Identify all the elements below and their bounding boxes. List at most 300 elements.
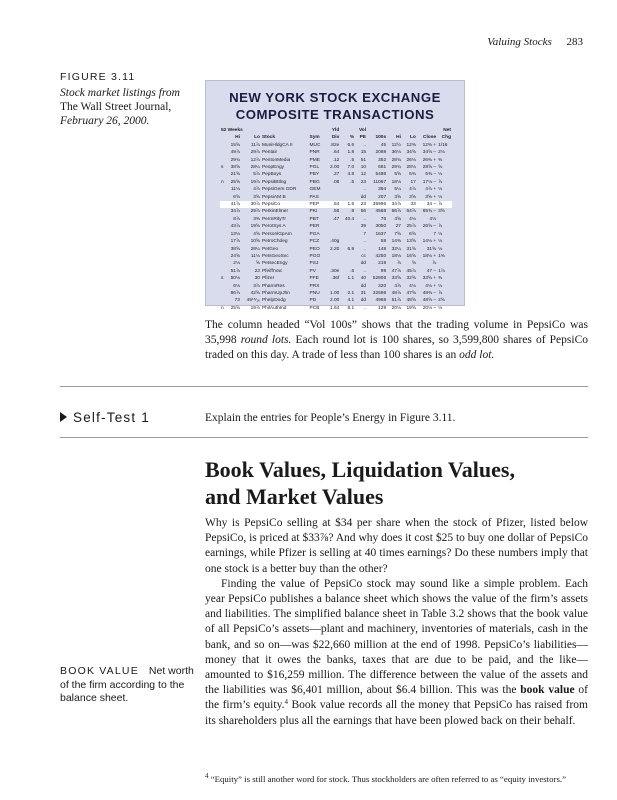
stock-cell: ⅛ (438, 283, 443, 289)
stock-cell: 21⅝ (230, 172, 240, 178)
stock-cell: PBT (309, 216, 319, 222)
stock-cell: 5⅜ (409, 172, 416, 178)
stock-cell: PGO (309, 253, 321, 259)
stock-cell (340, 223, 355, 230)
stock-cell: 31⅝ (406, 246, 416, 252)
stock-cell: .40g (329, 239, 340, 245)
stock-cell: 40.4 (344, 216, 355, 222)
stock-row (220, 275, 452, 282)
stock-cell: PeopEngy (261, 165, 285, 171)
stock-row (220, 186, 452, 193)
stock-cell: .9 (350, 209, 355, 215)
stock-cell: 2.20 (329, 246, 340, 252)
footnote-text: “Equity” is still another word for stock. Thus stockholders are often referred to as “equity investors.” (208, 774, 566, 784)
stock-cell: PGL (309, 165, 320, 171)
stock-cell: 26⅛ (406, 157, 416, 163)
stock-cell: 28⅛ (406, 165, 416, 171)
stock-cell: 4⅛ (409, 216, 416, 222)
stock-cell: PKI (309, 209, 318, 215)
stock-cell: 12⅞ (250, 157, 260, 163)
stock-cell: 20⅛ (391, 305, 401, 311)
stock-row (220, 231, 452, 238)
stock-cell: 11⅛ (250, 253, 260, 259)
stock-cell: 28⅝ – (422, 165, 437, 171)
stock-cell: 129 (378, 305, 387, 311)
stock-cell: 7⅝ (394, 231, 401, 237)
stock-cell: 40 (360, 276, 367, 282)
stock-cell: PFE (309, 276, 319, 282)
stock-cell: 47⅞ (391, 268, 401, 274)
stock-cell: dd (360, 261, 367, 267)
header-sym: Sym (309, 135, 320, 141)
stock-cell: 5⅜ – (425, 172, 437, 178)
stock-cell: 19⅞ (250, 179, 260, 185)
stock-row (220, 260, 452, 267)
stock-cell: PepsiCo (261, 201, 309, 208)
stock-cell: .36f (331, 276, 340, 282)
stock-cell: Pentair (261, 150, 278, 156)
stock-cell: PNR (309, 150, 320, 156)
stock-row (220, 223, 452, 230)
stock-cell: GEM (309, 187, 321, 193)
stock-cell: 48⅜ – (422, 290, 437, 296)
header-lo: Lo (254, 135, 260, 141)
stock-cell: 14⅛ + (422, 239, 437, 245)
figure-caption-line3: February 26, 2000. (60, 115, 150, 127)
stock-cell: 12½ (391, 142, 401, 148)
stock-row (220, 216, 452, 223)
stock-cell: 28¾ (391, 157, 401, 163)
stock-cell: ⅞ (437, 201, 452, 208)
stock-cell: PepsiAM B (261, 194, 286, 200)
stock-cell: 47 – (426, 268, 437, 274)
stock-row (220, 149, 452, 156)
stock-cell: PepsiGem GDR (261, 187, 297, 193)
stock-cell: 50⅛ (230, 276, 240, 282)
page-number: 283 (566, 36, 583, 48)
divider-top (60, 386, 588, 387)
stock-cell: 43⅞ (230, 224, 240, 230)
stock-cell: 31 (360, 290, 367, 296)
header-net: Net (443, 128, 451, 133)
stock-cell: PEO (309, 246, 320, 252)
stock-cell: 86⅞ (230, 290, 240, 296)
stock-cell: PCZ (309, 239, 320, 245)
running-head (487, 36, 583, 48)
stock-cell: 2⅛ (438, 150, 445, 156)
stock-cell: ⅞ (432, 261, 437, 267)
stock-cell: 15⅝ (230, 142, 240, 148)
stock-cell: 1.6 (340, 201, 355, 208)
stock-cell: ⅛ (438, 187, 443, 193)
stock-cell: PetsGeoSvc (261, 253, 289, 259)
stock-cell: 2.1 (347, 290, 355, 296)
stock-cell: 2⅛ (233, 261, 240, 267)
stock-cell: 4⅞ (409, 187, 416, 193)
stock-cell: 1⅞ (438, 268, 445, 274)
stock-cell: 20⅛ – (422, 305, 437, 311)
stock-cell: 99 (380, 268, 387, 274)
stock-cell: PME (309, 157, 320, 163)
stock-cell: Pfizer (261, 276, 275, 282)
stock-cell: 6.6 (347, 142, 355, 148)
stock-cell: .6 (350, 268, 355, 274)
stock-cell: 7 (433, 231, 437, 237)
stock-cell: 6⅛ (233, 283, 240, 289)
stock-cell: 32⅝ (406, 276, 416, 282)
stock-cell: PermRityTr (261, 216, 287, 222)
stock-cell: PNU (309, 290, 320, 296)
stock-cell: 41⅞ (226, 201, 241, 208)
header-vol: Vol (358, 128, 367, 133)
stock-cell (325, 194, 340, 201)
stock-cell: 4.8 (347, 172, 355, 178)
stock-row (220, 201, 452, 208)
stock-cell: 3⅝ (409, 194, 416, 200)
stock-cell: .54 (325, 201, 340, 208)
stock-cell: .. (363, 305, 367, 311)
stock-cell: cc (361, 253, 367, 259)
paragraph-book-value (205, 577, 588, 729)
stock-cell: 4⅛ (429, 216, 437, 222)
stock-cell: ⅜ (438, 276, 443, 282)
stock-cell: 29⅞ (250, 209, 260, 215)
stock-cell: PerotSys A (261, 224, 286, 230)
round-lots-text-c: Each round lot is 100 shares, so 3,599,800 shares of PepsiCo traded on this day. A trade of less than 100 shares is an (205, 334, 589, 362)
stock-cell: 19⅝ (406, 305, 416, 311)
stock-cell: ⅛ (438, 231, 443, 237)
stock-cell: 13⅛ (230, 231, 240, 237)
stock-cell: 39 (360, 224, 367, 230)
stock-cell: n (221, 305, 224, 311)
stock-cell: 42⅝ (250, 290, 260, 296)
stock-cell: PBY (309, 172, 320, 178)
stock-cell: ⅛ (438, 172, 443, 178)
stock-cell: .27 (332, 172, 340, 178)
stock-cell: 28¼ (250, 165, 260, 171)
stock-cell: 18⅛ (391, 179, 401, 185)
stock-cell: 4968 (375, 298, 387, 304)
stock-cell: 394 (378, 187, 387, 193)
stock-cell: 19⅞ (250, 305, 260, 311)
header-div: Div (331, 135, 340, 141)
stock-cell: dd (360, 298, 367, 304)
stock-table (220, 127, 452, 312)
stock-cell: PhelpDodg (261, 298, 286, 304)
paragraph-why-pepsico: Why is PepsiCo selling at $34 per share when the stock of Pfizer, listed below PepsiCo, is priced at $33⅞? And why does it cost $25 to buy one dollar of PepsiCo earnings, while Pfizer is selling at 40 times earnings? Do these numbers imply that one stock is a better buy than the other? (205, 517, 588, 575)
stock-cell: .5 (350, 157, 355, 163)
stock-cell: 66⅞ (391, 209, 401, 215)
stock-cell: 207 (378, 194, 387, 200)
book-value-text-a: Finding the value of PepsiCo stock may sound like a simple problem. Each year PepsiCo publishes a balance sheet which shows the value of the firm’s assets and liabilities. The simplified balance sheet in Table 3.2 shows that the book value of all PepsiCo’s assets—plant and machinery, inventories of materials, cash in the bank, and so on—was $22,660 million at the end of 1998. PepsiCo’s liabilities—money that it owes the banks, taxes that are due to be paid, and the like—amounted to $16,259 million. The difference between the value of the assets and the liabilities was $6,401 million, about $6.4 billion. This was the (205, 577, 588, 697)
stock-cell: .. (363, 268, 367, 274)
stock-cell: 48⅝ (406, 298, 416, 304)
round-lots-paragraph (205, 318, 588, 364)
stock-cell: 10⅝ (250, 239, 260, 245)
stock-cell: 3⅝ (438, 209, 445, 215)
stock-cell: 23 (254, 268, 260, 274)
stock-cell: PfeiffrVac (261, 268, 283, 274)
stock-cell: MuniHldgCA II (261, 142, 293, 148)
stock-cell: 17⅛ – (422, 179, 437, 185)
stock-cell: 4568 (375, 209, 387, 215)
header-hi2: Hi (396, 135, 401, 141)
stock-cell: 10 (360, 165, 367, 171)
stock-cell: PRX (309, 283, 320, 289)
self-test-label (60, 410, 150, 425)
figure-title-line1: NEW YORK STOCK EXCHANGE (229, 90, 441, 105)
stock-listing-figure (205, 80, 465, 311)
stock-cell: 1.8 (347, 150, 355, 156)
stock-cell: 64⅞ (406, 209, 416, 215)
stock-cell: 11067 (373, 179, 387, 185)
stock-cell: 3⅜ (253, 216, 260, 222)
stock-cell: 6⅝ (409, 231, 416, 237)
stock-cell: PAS (309, 194, 319, 200)
stock-cell: 17 (410, 179, 416, 185)
stock-row (220, 157, 452, 164)
stock-cell: 4⅝ (394, 216, 401, 222)
stock-row (220, 164, 452, 171)
body-paragraphs (205, 516, 588, 729)
stock-cell (325, 231, 340, 238)
stock-cell: ⅛ (438, 239, 443, 245)
stock-cell: 4⅞ + (425, 187, 437, 193)
stock-cell: 12 (360, 172, 367, 178)
stock-cell: ⅝ (411, 261, 416, 267)
stock-cell: 4⅞ (253, 187, 260, 193)
stock-cell: .. (363, 142, 367, 148)
stock-row (220, 179, 452, 186)
stock-cell: ⅞ (438, 224, 443, 230)
stock-cell (437, 260, 452, 267)
triangle-icon (60, 412, 67, 422)
stock-cell: MUC (309, 142, 321, 148)
stock-cell: .. (363, 246, 367, 252)
stock-row (220, 171, 452, 178)
stock-cell: PhilAuthInd (261, 305, 287, 311)
margin-definition-a: Net worth (148, 665, 194, 677)
stock-cell: s (221, 276, 224, 282)
figure-title-line2: COMPOSITE TRANSACTIONS (235, 107, 435, 122)
stock-cell: 29⅞ (250, 150, 260, 156)
stock-cell: 19⅝ (250, 224, 260, 230)
stock-cell: 681 (378, 165, 387, 171)
stock-cell: 32¼ (391, 246, 401, 252)
stock-cell: 4⅞ (394, 283, 401, 289)
round-lots-term: round lots. (240, 334, 292, 347)
header-yld: Yld (331, 128, 340, 133)
stock-cell: ⅛ (438, 194, 443, 200)
stock-cell: 45¹⁵⁄₁₆ (246, 298, 260, 304)
stock-cell: 219 (378, 261, 387, 267)
stock-cell: PSJ (309, 261, 319, 267)
stock-table-header-top (220, 127, 452, 134)
stock-cell: PCB (309, 305, 320, 311)
stock-cell: 51⅞ (391, 298, 401, 304)
stock-cell: PersonlGpAm (261, 231, 292, 237)
stock-cell: PetsecEngy (261, 261, 288, 267)
stock-cell (325, 260, 340, 267)
stock-cell: 11⅞ (250, 142, 260, 148)
header-100s: 100s (375, 135, 387, 141)
stock-cell: 2.00 (329, 298, 340, 304)
stock-cell: 48⅞ (391, 290, 401, 296)
header-52weeks: 52 Weeks (221, 128, 243, 133)
stock-cell: 35996 (367, 201, 387, 208)
stock-cell: 33 (402, 201, 417, 208)
stock-cell: PV (309, 268, 316, 274)
stock-cell: 352 (378, 157, 387, 163)
stock-cell: .30e (329, 268, 340, 274)
stock-cell: ⅛ (438, 305, 443, 311)
section-title-line1: Book Values, Liquidation Values, (205, 457, 515, 482)
stock-cell: 28¼ (250, 246, 260, 252)
odd-lot-term: odd lot. (459, 349, 495, 362)
stock-cell: 1/16 (438, 142, 448, 148)
stock-cell: 1637 (375, 231, 387, 237)
stock-cell: 8⅞ (233, 216, 240, 222)
stock-row (220, 208, 452, 215)
stock-cell: 73 (234, 298, 240, 304)
stock-cell (325, 223, 340, 230)
stock-cell: .. (363, 239, 367, 245)
stock-cell: 32598 (372, 290, 387, 296)
stock-cell: 27 (395, 224, 401, 230)
stock-cell: .. (363, 187, 367, 193)
stock-cell: 4250 (375, 253, 387, 259)
stock-cell: dd (360, 283, 367, 289)
stock-cell: PharmRes (261, 283, 285, 289)
stock-cell: PD (309, 298, 317, 304)
stock-cell: ⅛ (438, 246, 443, 252)
stock-cell: 24⅝ (230, 253, 240, 259)
stock-cell: 4.1 (347, 298, 355, 304)
stock-cell: 11⅛ (230, 187, 240, 193)
stock-cell (437, 216, 452, 223)
stock-cell: 14⅜ (391, 239, 401, 245)
stock-cell: s (221, 165, 224, 171)
stock-cell: 33⅝ + (422, 276, 437, 282)
stock-cell: PetGeo (261, 246, 279, 252)
stock-cell: 26⅜ + (422, 157, 437, 163)
stock-row (220, 268, 452, 275)
stock-cell: PepsiBttlng (261, 179, 287, 185)
book-value-text-d: Book value records all the money that PepsiCo has raised from its shareholders plus all the earnings that have been plowed back on their behalf. (205, 699, 588, 727)
header-lo2: Lo (409, 135, 416, 141)
stock-cell: 33⅝ (391, 276, 401, 282)
stock-cell: 52808 (372, 276, 387, 282)
book-value-term: book value (520, 684, 575, 697)
running-head-title: Valuing Stocks (487, 36, 552, 48)
stock-table-body (220, 142, 452, 312)
stock-cell: 3⅝ (394, 194, 401, 200)
stock-cell: .47 (332, 216, 340, 222)
stock-cell: 12⅜ + (422, 142, 437, 148)
stock-cell (340, 260, 355, 267)
stock-cell: .56 (332, 209, 340, 215)
stock-row (220, 305, 452, 312)
self-test-label-text: Self-Test 1 (73, 410, 150, 425)
stock-cell: 58 (380, 239, 387, 245)
stock-cell: 5⅞ (253, 172, 260, 178)
figure-label: FIGURE 3.11 (60, 71, 136, 83)
section-title (205, 456, 595, 510)
book-value-text-c: of the firm’s equity. (205, 684, 588, 712)
footnote-ref: 4 (284, 698, 288, 707)
stock-cell: 29¾ (230, 157, 240, 163)
stock-cell: 2088 (375, 150, 387, 156)
margin-definition (60, 665, 200, 706)
stock-row (220, 142, 452, 149)
stock-cell: 47⅝ (406, 290, 416, 296)
stock-row (220, 297, 452, 304)
stock-cell: ⅞ (438, 179, 443, 185)
stock-cell: 320 (378, 283, 387, 289)
stock-cell: 1.1 (347, 276, 355, 282)
stock-cell: 16⅝ (406, 253, 416, 259)
round-lots-text-a: The column headed “Vol 100s” shows that the trading volume in PepsiCo was 35,998 (205, 319, 588, 347)
stock-cell: ⅝ (438, 165, 443, 171)
section-title-line2: and Market Values (205, 484, 384, 509)
stock-cell: 38⅝ (230, 165, 240, 171)
stock-cell: 1.64 (329, 305, 340, 311)
stock-cell: PepBoys (261, 172, 282, 178)
stock-cell: 17⅞ (230, 239, 240, 245)
stock-cell: 34⅝ – (422, 150, 437, 156)
margin-definition-b: of the firm according to the balance sheet. (60, 678, 185, 704)
figure-caption-line2: The Wall Street Journal, (60, 101, 172, 113)
header-pct: % (349, 135, 355, 141)
stock-cell: 6.9 (347, 246, 355, 252)
stock-cell: 18⅛ + (422, 253, 437, 259)
footnote (205, 774, 588, 784)
stock-cell: dd (360, 194, 367, 200)
stock-cell: 31⅝ (426, 246, 437, 252)
stock-row (220, 246, 452, 253)
stock-cell: PharmUpJhn (261, 290, 290, 296)
stock-cell (340, 253, 355, 260)
stock-cell: 38⅝ (230, 246, 240, 252)
stock-row (220, 238, 452, 245)
stock-cell: 29¾ (391, 165, 401, 171)
footnote-number: 4 (205, 772, 209, 780)
stock-cell: 4⅝ (253, 231, 260, 237)
stock-cell (325, 283, 340, 290)
stock-cell: 26⅝ – (422, 224, 437, 230)
self-test-question: Explain the entries for People’s Energy in Figure 3.11. (205, 412, 456, 424)
stock-cell: 15 (360, 150, 367, 156)
stock-cell: 25⅝ (230, 305, 240, 311)
stock-cell: 65¾ – (422, 209, 437, 215)
stock-cell: 4⅛ (409, 283, 416, 289)
stock-cell (340, 238, 355, 245)
stock-cell: ⅜ (438, 157, 443, 163)
header-stock: Stock (261, 135, 276, 141)
header-close: Close (423, 135, 437, 141)
stock-cell: PBG (309, 179, 320, 185)
header-hi: Hi (235, 135, 240, 141)
figure-caption (60, 86, 200, 128)
header-pe: PE (359, 135, 367, 141)
stock-cell: n (221, 179, 224, 185)
stock-cell: .12 (332, 157, 340, 163)
stock-cell (340, 231, 355, 238)
stock-row (220, 283, 452, 290)
stock-cell: 30⅞ (241, 201, 261, 208)
stock-cell: PEP (309, 201, 326, 208)
stock-cell: 6⅝ (233, 194, 240, 200)
